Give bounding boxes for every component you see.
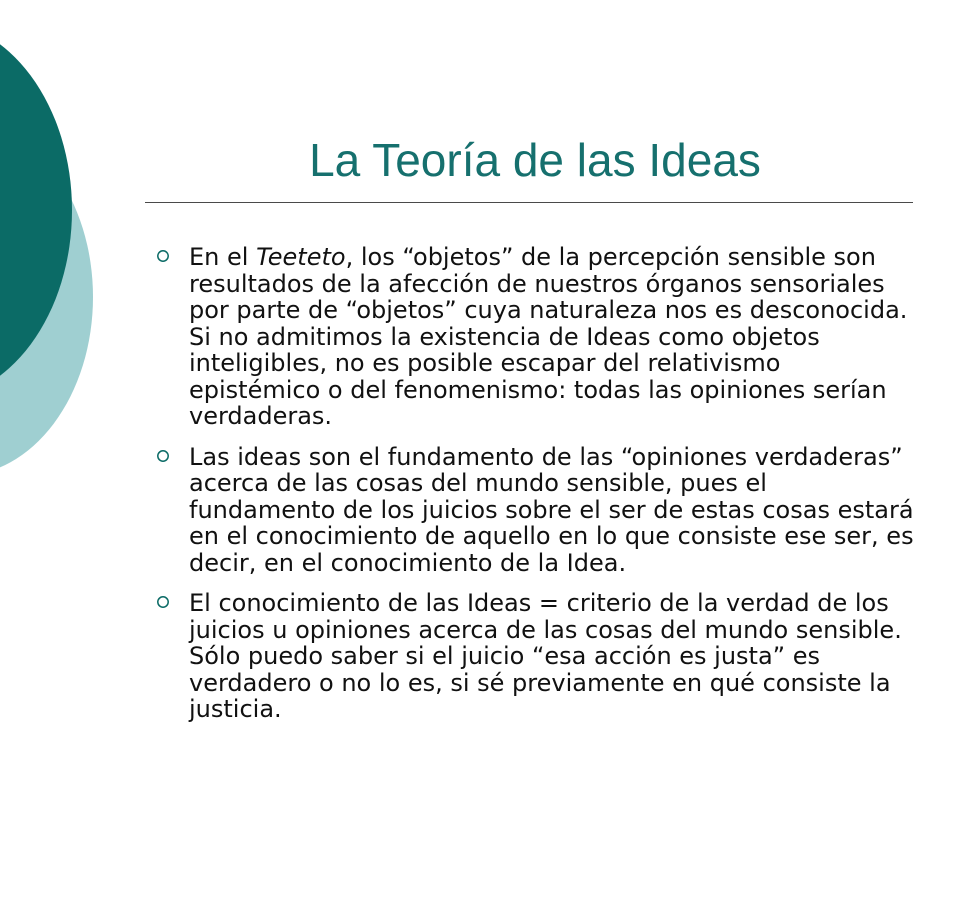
hollow-circle-icon: [156, 444, 189, 463]
bullet-text-1-body: , los “objetos” de la percepción sensible son resultados de la afección de nuestros órganos sensoriales por parte de “objetos” cuya naturaleza nos es desconocida. Si no admitimos la existencia de Ideas como objetos inteligibles, no es posible escapar del relativismo epistémico o del fenomenismo: todas las opiniones serían verdaderas.: [189, 243, 908, 430]
bullet-item-3: [156, 590, 916, 723]
hollow-circle-icon: [156, 590, 189, 609]
bullet-text-2: Las ideas son el fundamento de las “opiniones verdaderas” acerca de las cosas del mundo sensible, pues el fundamento de los juicios sobre el ser de estas cosas estará en el conocimiento de aquello en lo que consiste ese ser, es decir, en el conocimiento de la Idea.: [189, 442, 914, 577]
bullet-list: [156, 244, 916, 737]
bullet-text-1-lead: En el: [189, 243, 257, 271]
hollow-circle-icon: [156, 244, 189, 263]
bullet-text-1: [189, 244, 916, 430]
title-divider: [145, 202, 913, 203]
bullet-item-1: [156, 244, 916, 430]
bullet-item-2: [156, 444, 916, 577]
slide-title: La Teoría de las Ideas: [309, 134, 761, 186]
bullet-text-1-emphasis: Teeteto: [256, 243, 346, 271]
bullet-text-3: El conocimiento de las Ideas = criterio de la verdad de los juicios u opiniones acerca de las cosas del mundo sensible. Sólo puedo saber si el juicio “esa acción es justa” es verdadero o no lo es, si sé previamente en qué consiste la justicia.: [189, 589, 902, 723]
